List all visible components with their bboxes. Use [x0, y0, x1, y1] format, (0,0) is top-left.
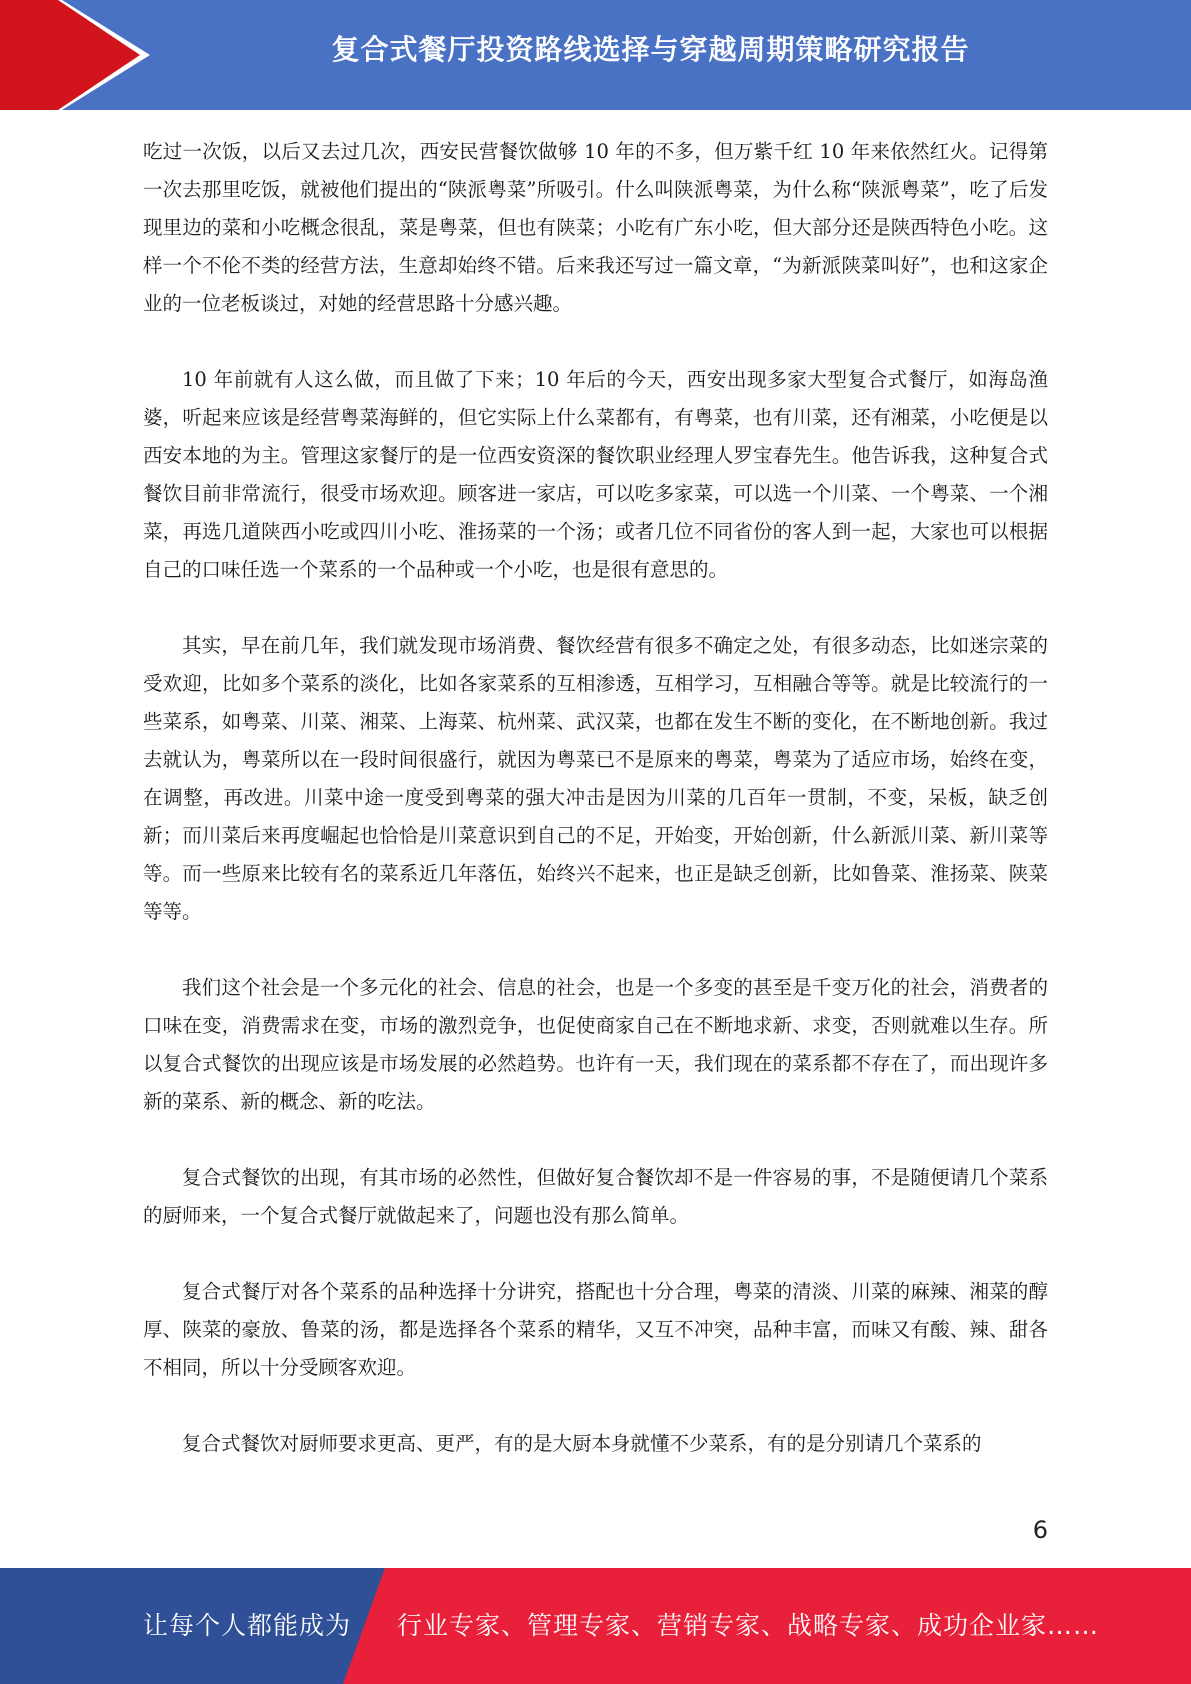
page-number: 6 [1032, 1516, 1048, 1544]
page-footer [0, 1568, 1191, 1684]
paragraph: 复合式餐饮的出现，有其市场的必然性，但做好复合餐饮却不是一件容易的事，不是随便请几个菜系的厨师来，一个复合式餐厅就做起来了，问题也没有那么简单。 [143, 1166, 1048, 1227]
report-title: 复合式餐厅投资路线选择与穿越周期策略研究报告 [331, 33, 970, 66]
paragraph: 吃过一次饭，以后又去过几次，西安民营餐饮做够 10 年的不多，但万紫千红 10 年来依然红火。记得第一次去那里吃饭，就被他们提出的“陕派粤菜”所吸引。什么叫陕派粤菜，为什么称“陕派粤菜”，吃了后发现里边的菜和小吃概念很乱，菜是粤菜，但也有陕菜；小吃有广东小吃，但大部分还是陕西特色小吃。这样一个不伦不类的经营方法，生意却始终不错。后来我还写过一篇文章，“为新派陕菜叫好”，也和这家企业的一位老板谈过，对她的经营思路十分感兴趣。 [143, 140, 1048, 315]
paragraph: 复合式餐厅对各个菜系的品种选择十分讲究，搭配也十分合理，粤菜的清淡、川菜的麻辣、湘菜的醇厚、陕菜的豪放、鲁菜的汤，都是选择各个菜系的精华，又互不冲突，品种丰富，而味又有酸、辣、甜各不相同，所以十分受顾客欢迎。 [143, 1280, 1048, 1379]
paragraph: 复合式餐饮对厨师要求更高、更严，有的是大厨本身就懂不少菜系，有的是分别请几个菜系的 [182, 1432, 982, 1455]
footer-slogan-left: 让每个人都能成为 [143, 1611, 352, 1640]
footer-slogan-right: 行业专家、管理专家、营销专家、战略专家、成功企业家…… [397, 1611, 1100, 1640]
paragraph: 其实，早在前几年，我们就发现市场消费、餐饮经营有很多不确定之处，有很多动态，比如迷宗菜的受欢迎，比如多个菜系的淡化，比如各家菜系的互相渗透，互相学习，互相融合等等。就是比较流行的一些菜系，如粤菜、川菜、湘菜、上海菜、杭州菜、武汉菜，也都在发生不断的变化，在不断地创新。我过去就认为，粤菜所以在一段时间很盛行，就因为粤菜已不是原来的粤菜，粤菜为了适应市场，始终在变，在调整，再改进。川菜中途一度受到粤菜的强大冲击是因为川菜的几百年一贯制，不变，呆板，缺乏创新；而川菜后来再度崛起也恰恰是川菜意识到自己的不足，开始变，开始创新，什么新派川菜、新川菜等等。而一些原来比较有名的菜系近几年落伍，始终兴不起来，也正是缺乏创新，比如鲁菜、淮扬菜、陕菜等等。 [143, 634, 1048, 923]
paragraph: 10 年前就有人这么做，而且做了下来；10 年后的今天，西安出现多家大型复合式餐厅，如海岛渔婆，听起来应该是经营粤菜海鲜的，但它实际上什么菜都有，有粤菜，也有川菜，还有湘菜，小吃便是以西安本地的为主。管理这家餐厅的是一位西安资深的餐饮职业经理人罗宝春先生。他告诉我，这种复合式餐饮目前非常流行，很受市场欢迎。顾客进一家店，可以吃多家菜，可以选一个川菜、一个粤菜、一个湘菜，再选几道陕西小吃或四川小吃、淮扬菜的一个汤；或者几位不同省份的客人到一起，大家也可以根据自己的口味任选一个菜系的一个品种或一个小吃，也是很有意思的。 [143, 368, 1048, 581]
document-body [143, 133, 1048, 1463]
header-arrow-icon [0, 0, 160, 110]
paragraph: 我们这个社会是一个多元化的社会、信息的社会，也是一个多变的甚至是千变万化的社会，消费者的口味在变，消费需求在变，市场的激烈竞争，也促使商家自己在不断地求新、求变，否则就难以生存。所以复合式餐饮的出现应该是市场发展的必然趋势。也许有一天，我们现在的菜系都不存在了，而出现许多新的菜系、新的概念、新的吃法。 [143, 976, 1048, 1113]
page-header [0, 0, 1191, 110]
